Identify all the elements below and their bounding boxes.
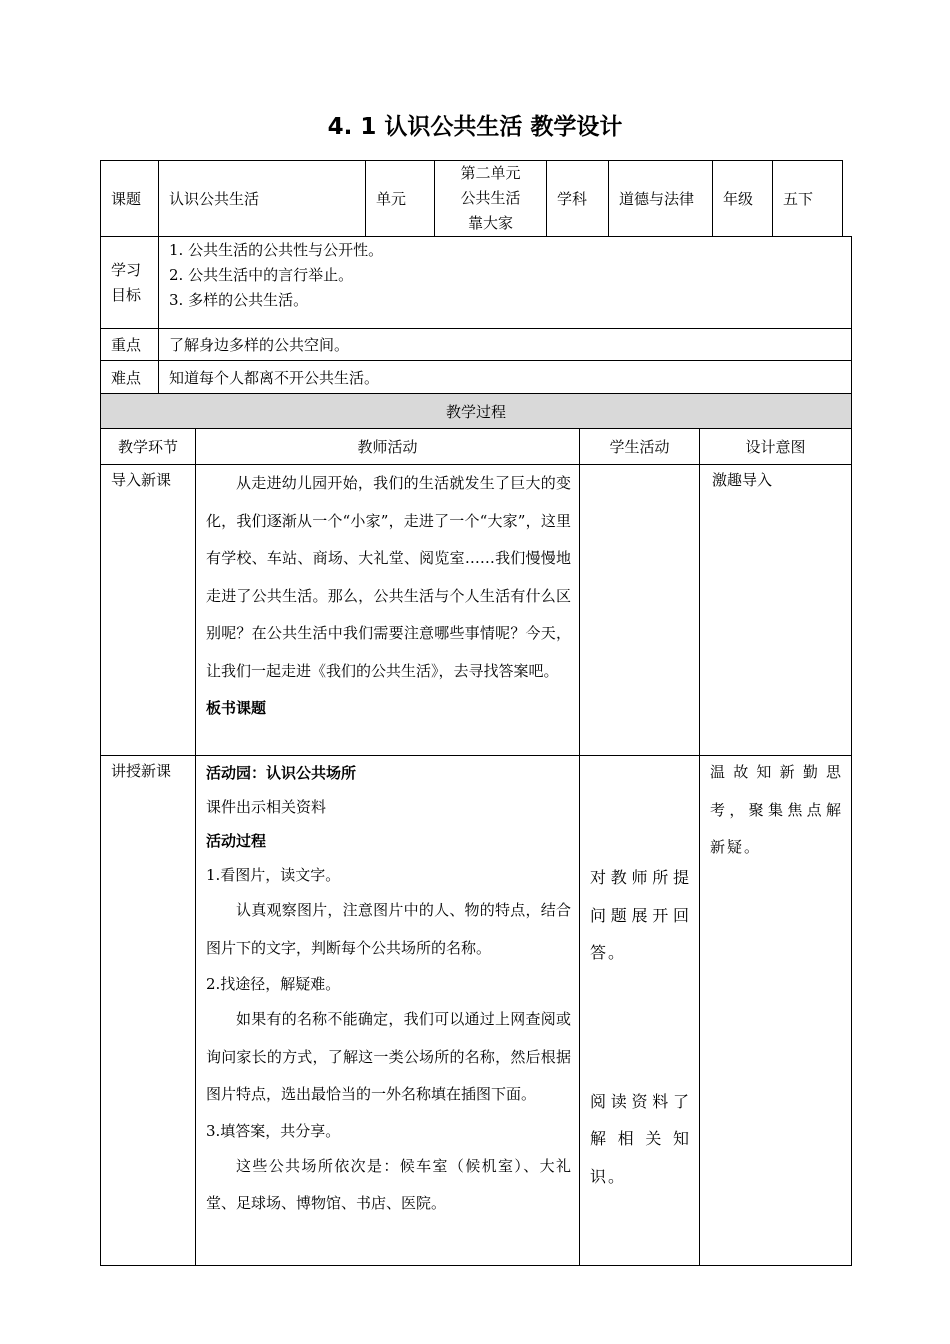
lesson-stage: 讲授新课 [101,756,196,1266]
unit-value-line: 公共生活 [460,189,521,207]
step-2-text: 如果有的名称不能确定，我们可以通过上网查阅或询问家长的方式，了解这一类公场所的名称，然后根据图片特点，选出最恰当的一外名称填在插图下面。 [206,1010,571,1103]
key-label: 重点 [101,329,159,361]
activity-title: 活动园：认识公共场所 [206,764,357,782]
unit-label: 单元 [366,161,435,237]
topic-label: 课题 [101,161,159,237]
step-3-text: 这些公共场所依次是：候车室（候机室）、大礼堂、足球场、博物馆、书店、医院。 [206,1156,571,1212]
goals-list [159,237,852,329]
step-1: 1.看图片，读文字。 [206,866,341,884]
col-header-intent: 设计意图 [700,429,852,465]
step-2: 2.找途径，解疑难。 [206,975,341,993]
process-subtitle: 活动过程 [206,832,267,850]
lesson-intent-text: 温故知新勤思考，聚集焦点解新疑。 [710,763,844,856]
intro-teacher-text: 从走进幼儿园开始，我们的生活就发生了巨大的变化，我们逐渐从一个“小家”，走进了一个“大家”，这里有学校、车站、商场、大礼堂、阅览室……我们慢慢地走进了公共生活。那么，公共生活与个人生活有什么区别呢？在公共生活中我们需要注意哪些事情呢？今天，让我们一起走进《我们的公共生活》，去寻找答案吧。 [206,474,571,680]
courseware-text: 课件出示相关资料 [206,798,327,816]
difficulty-label: 难点 [101,361,159,394]
col-header-student: 学生活动 [580,429,700,465]
intro-intent: 激趣导入 [700,465,852,756]
step-1-text: 认真观察图片，注意图片中的人、物的特点，结合图片下的文字，判断每个公共场所的名称。 [206,901,571,957]
key-value: 了解身边多样的公共空间。 [159,329,852,361]
goal-item: 1. 公共生活的公共性与公开性。 [169,241,384,259]
difficulty-value: 知道每个人都离不开公共生活。 [159,361,852,394]
intro-stage: 导入新课 [101,465,196,756]
step-3: 3.填答案，共分享。 [206,1121,341,1140]
header-table [100,160,843,237]
lesson-teacher [196,756,580,1266]
intro-student [580,465,700,756]
lesson-student [580,756,700,1266]
intro-teacher [196,465,580,756]
unit-value [435,161,547,237]
subject-value: 道德与法律 [609,161,713,237]
student-answer: 对教师所提问题展开回答。 [590,868,691,962]
process-title: 教学过程 [101,394,852,429]
goals-label-line: 学习 [111,260,142,279]
student-reading: 阅读资料了解相关知识。 [590,1091,691,1186]
topic-value: 认识公共生活 [159,161,366,237]
goal-item: 3. 多样的公共生活。 [169,291,309,309]
unit-value-line: 第二单元 [460,164,521,182]
unit-value-line: 靠大家 [467,214,513,232]
subject-label: 学科 [547,161,609,237]
col-header-stage: 教学环节 [101,429,196,465]
col-header-teacher: 教师活动 [196,429,580,465]
lesson-table [100,236,852,1266]
grade-label: 年级 [713,161,773,237]
goal-item: 2. 公共生活中的言行举止。 [169,266,354,284]
goals-label-line: 目标 [111,285,142,304]
intro-teacher-bold: 板书课题 [206,699,267,717]
document-title: 4. 1 认识公共生活 教学设计 [327,114,623,140]
grade-value: 五下 [773,161,843,237]
lesson-intent [700,756,852,1266]
goals-label [101,237,159,329]
